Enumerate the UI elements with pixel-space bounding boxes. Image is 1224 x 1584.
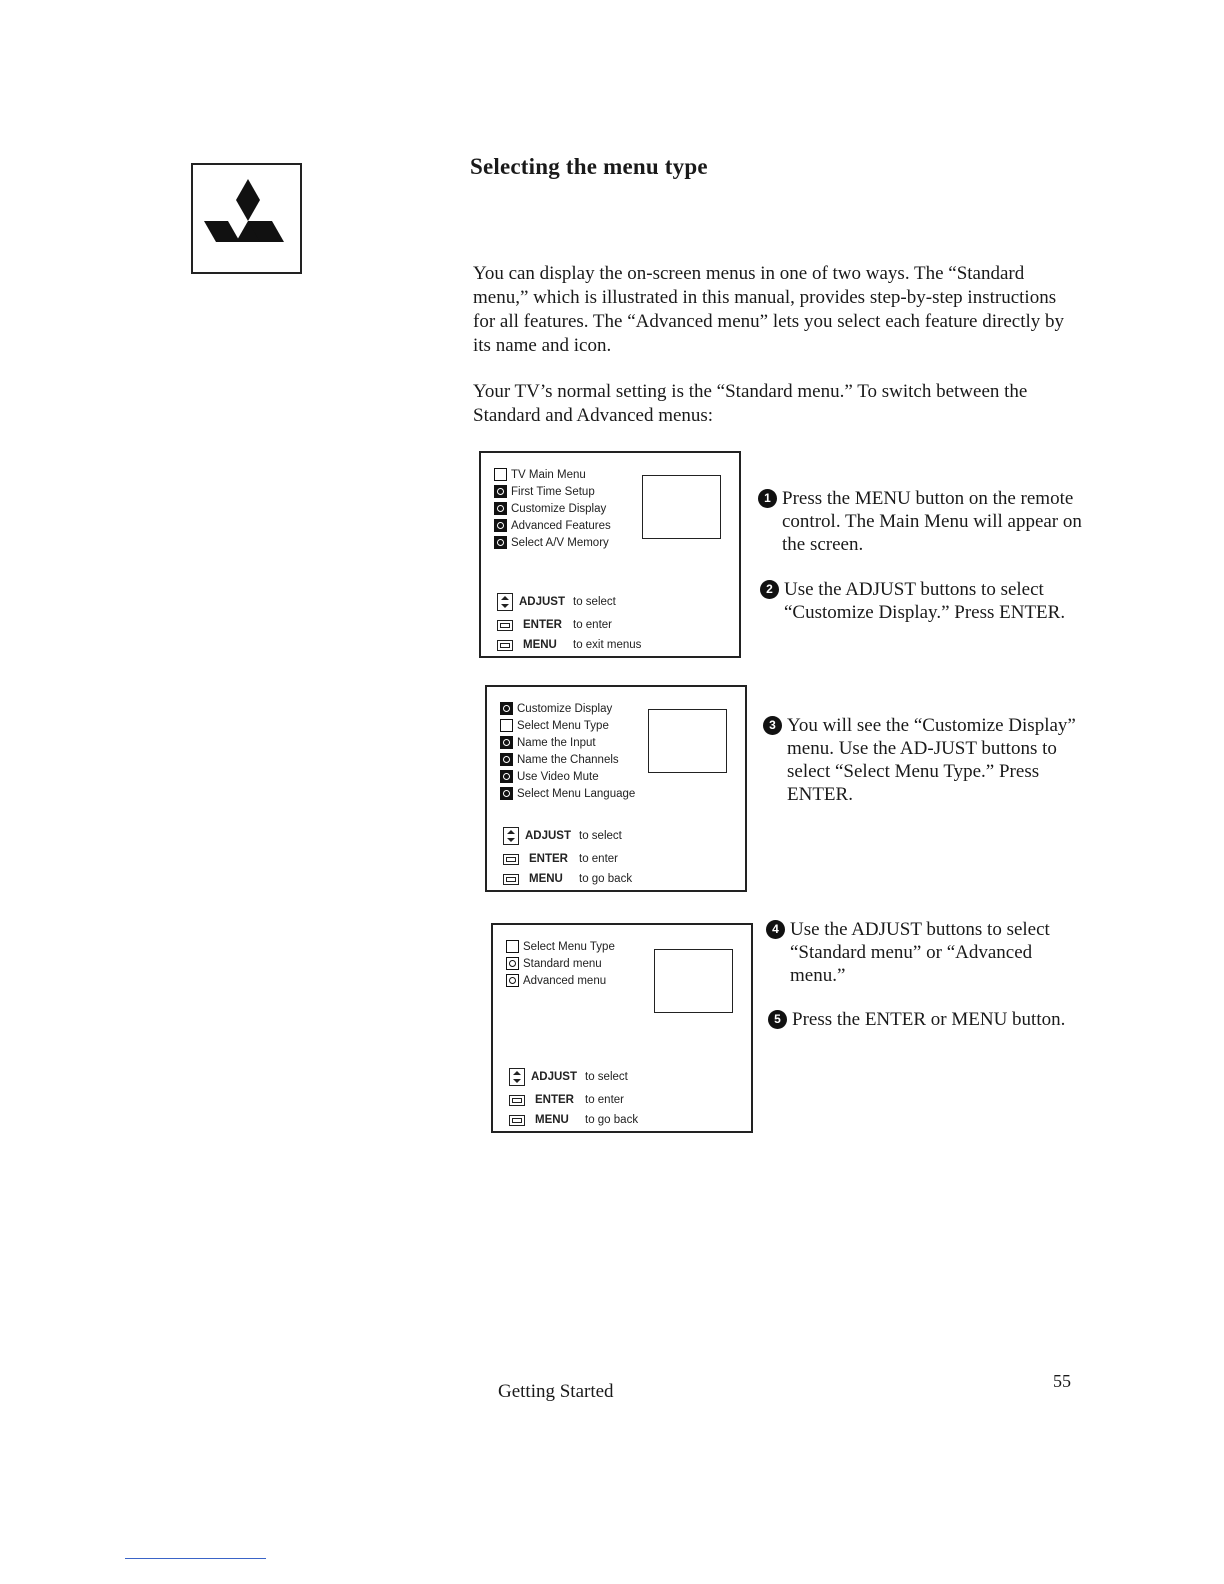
legend-enter: ENTER to enter <box>509 1090 638 1110</box>
tv-main-menu-screen <box>479 451 741 658</box>
video-mute-icon <box>500 770 513 783</box>
adjust-button-icon <box>503 827 519 845</box>
step-number-icon: 2 <box>760 580 779 599</box>
menu-item-select-menu-language: Select Menu Language <box>500 785 635 802</box>
page-title: Selecting the menu type <box>470 154 708 179</box>
page-number: 55 <box>1053 1371 1071 1391</box>
button-legend <box>503 823 632 889</box>
legend-menu: MENU to exit menus <box>497 635 641 655</box>
menu-button-icon <box>509 1115 525 1126</box>
menu-item-advanced-menu: Advanced menu <box>506 972 615 989</box>
menu-item-name-the-channels: Name the Channels <box>500 751 635 768</box>
setup-icon <box>494 485 507 498</box>
legend-menu: MENU to go back <box>503 869 632 889</box>
legend-enter: ENTER to enter <box>503 849 632 869</box>
step-number-icon: 5 <box>768 1010 787 1029</box>
adjust-button-icon <box>509 1068 525 1086</box>
picture-preview <box>642 475 721 539</box>
menu-item-select-menu-type: Select Menu Type <box>500 717 635 734</box>
radio-icon <box>506 974 519 987</box>
menu-button-icon <box>503 874 519 885</box>
menu-item-name-the-input: Name the Input <box>500 734 635 751</box>
enter-button-icon <box>497 620 513 631</box>
menu-item-select-menu-type: Select Menu Type <box>506 938 615 955</box>
step-1: 1 Press the MENU button on the remote control. The Main Menu will appear on the screen. <box>758 487 1082 556</box>
legend-menu: MENU to go back <box>509 1110 638 1130</box>
menu-type-icon <box>506 940 519 953</box>
menu-item-tv-main-menu: TV Main Menu <box>494 466 611 483</box>
step-number-icon: 4 <box>766 920 785 939</box>
menu-item-standard-menu: Standard menu <box>506 955 615 972</box>
menu-item-customize-display: Customize Display <box>494 500 611 517</box>
step-3: 3 You will see the “Customize Display” menu. Use the AD-JUST buttons to select “Select Menu Type.” Press ENTER. <box>763 714 1077 806</box>
menu-item-customize-display: Customize Display <box>500 700 635 717</box>
intro-paragraph-2: Your TV’s normal setting is the “Standard menu.” To switch between the Standard and Advanced menus: <box>473 381 1028 426</box>
legend-adjust: ADJUST to select <box>509 1064 638 1090</box>
menu-list <box>506 938 615 989</box>
menu-list <box>494 466 611 551</box>
customize-icon <box>500 702 513 715</box>
legend-adjust: ADJUST to select <box>503 823 632 849</box>
step-2: 2 Use the ADJUST buttons to select “Customize Display.” Press ENTER. <box>760 578 1069 624</box>
menu-item-first-time-setup: First Time Setup <box>494 483 611 500</box>
menu-type-icon <box>500 719 513 732</box>
input-icon <box>500 736 513 749</box>
legend-enter: ENTER to enter <box>497 615 641 635</box>
intro-paragraph: You can display the on-screen menus in one of two ways. The “Standard menu,” which is illustrated in this manual, provides step-by-step instructions for all features. The “Advanced menu” lets you select each feature directly by its name and icon. <box>473 263 1065 356</box>
enter-button-icon <box>503 854 519 865</box>
adjust-button-icon <box>497 593 513 611</box>
scan-edge-line <box>125 1558 266 1559</box>
enter-button-icon <box>509 1095 525 1106</box>
menu-item-select-av-memory: Select A/V Memory <box>494 534 611 551</box>
step-number-icon: 1 <box>758 489 777 508</box>
picture-preview <box>654 949 733 1013</box>
radio-icon <box>506 957 519 970</box>
step-4: 4 Use the ADJUST buttons to select “Standard menu” or “Advanced menu.” <box>766 918 1075 987</box>
logo-box <box>191 163 302 274</box>
av-memory-icon <box>494 536 507 549</box>
section-footer: Getting Started <box>498 1381 614 1402</box>
menu-button-icon <box>497 640 513 651</box>
advanced-icon <box>494 519 507 532</box>
picture-preview <box>648 709 727 773</box>
customize-icon <box>494 502 507 515</box>
tv-menu-icon <box>494 468 507 481</box>
menu-item-advanced-features: Advanced Features <box>494 517 611 534</box>
step-number-icon: 3 <box>763 716 782 735</box>
select-menu-type-screen <box>491 923 753 1133</box>
menu-item-use-video-mute: Use Video Mute <box>500 768 635 785</box>
menu-list <box>500 700 635 802</box>
legend-adjust: ADJUST to select <box>497 589 641 615</box>
step-5: 5 Press the ENTER or MENU button. <box>768 1008 1077 1031</box>
customize-display-screen <box>485 685 747 892</box>
three-diamonds-logo-icon <box>201 177 296 262</box>
channels-icon <box>500 753 513 766</box>
button-legend <box>497 589 641 655</box>
button-legend <box>509 1064 638 1130</box>
language-icon <box>500 787 513 800</box>
